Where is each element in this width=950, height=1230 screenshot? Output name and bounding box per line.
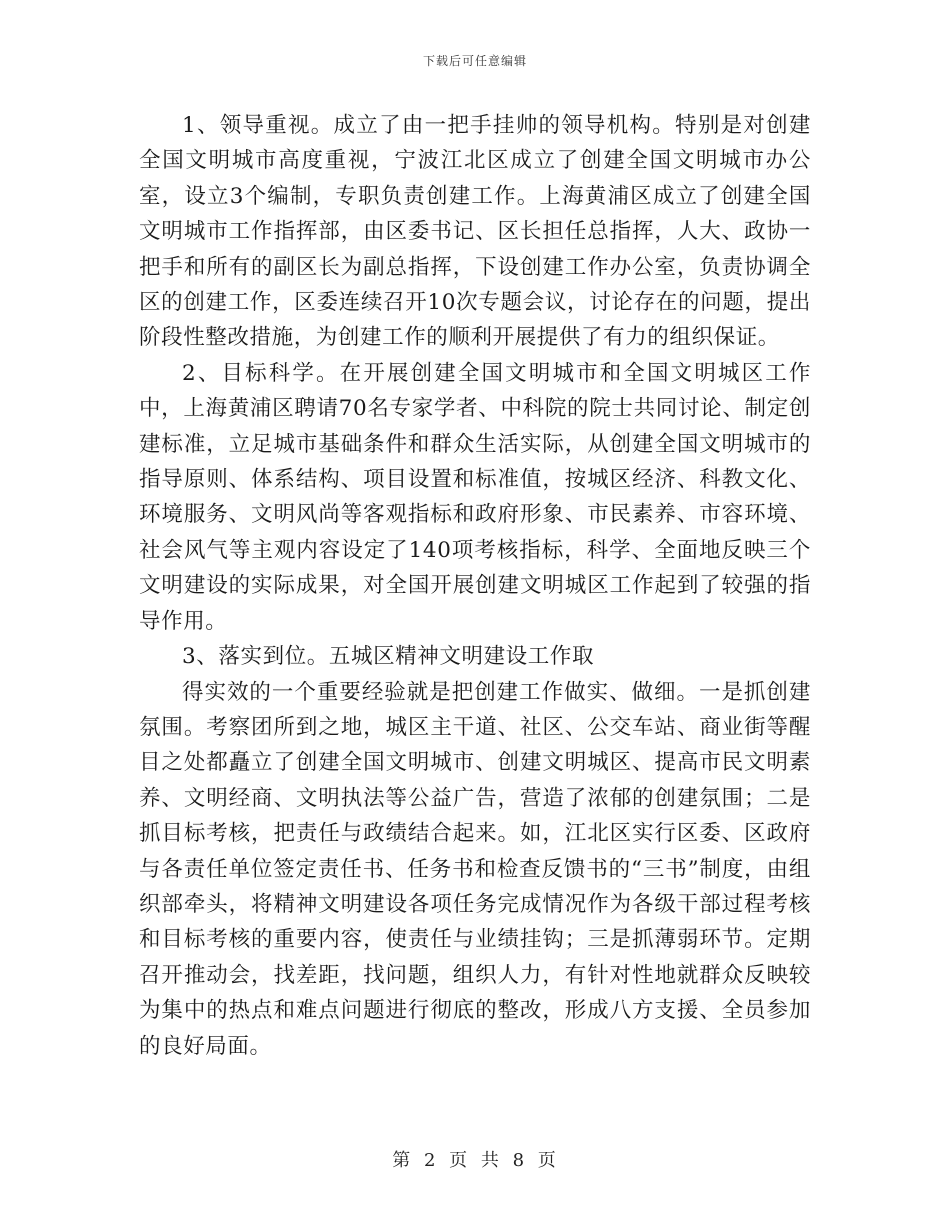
page-header: 下载后可任意编辑 xyxy=(422,54,527,68)
paragraph-leadership: 1、领导重视。成立了由一把手挂帅的领导机构。特别是对创建全国文明城市高度重视，宁波江北区成立了创建全国文明城市办公室，设立3个编制，专职负责创建工作。上海黄浦区成立了创建全国文明城市工作指挥部，由区委书记、区长担任总指挥，人大、政协一把手和所有的副区长为副总指挥，下设创建工作办公室，负责协调全区的创建工作，区委连续召开10次专题会议，讨论存在的问题，提出阶段性整改措施，为创建工作的顺利开展提供了有力的组织保证。 xyxy=(139,113,811,351)
paragraph-goals: 2、目标科学。在开展创建全国文明城市和全国文明城区工作中，上海黄浦区聘请70名专家学者、中科院的院士共同讨论、制定创建标准，立足城市基础条件和群众生活实际，从创建全国文明城市的指导原则、体系结构、项目设置和标准值，按城区经济、科教文化、环境服务、文明风尚等客观指标和政府形象、市民素养、市容环境、社会风气等主观内容设定了140项考核指标，科学、全面地反映三个文明建设的实际成果，对全国开展创建文明城区工作起到了较强的指导作用。 xyxy=(139,360,811,634)
footer-prefix: 第 xyxy=(392,1150,413,1171)
paragraph-implementation-heading: 3、落实到位。五城区精神文明建设工作取 xyxy=(182,644,595,670)
paragraph-implementation-body: 得实效的一个重要经验就是把创建工作做实、做细。一是抓创建氛围。考察团所到之地，城区主干道、社区、公交车站、商业街等醒目之处都矗立了创建全国文明城市、创建文明城区、提高市民文明素养、文明经商、文明执法等公益广告，营造了浓郁的创建氛围；二是抓目标考核，把责任与政绩结合起来。如，江北区实行区委、区政府与各责任单位签定责任书、任务书和检查反馈书的“三书”制度，由组织部牵头，将精神文明建设各项任务完成情况作为各级干部过程考核和目标考核的重要内容，使责任与业绩挂钩；三是抓薄弱环节。定期召开推动会，找差距，找问题，组织人力，有针对性地就群众反映较为集中的热点和难点问题进行彻底的整改，形成八方支援、全员参加的良好局面。 xyxy=(139,679,811,1059)
footer-suffix: 页 xyxy=(537,1150,558,1171)
document-body xyxy=(139,108,811,1064)
footer-total-word: 共 xyxy=(480,1150,501,1171)
footer-total-pages: 8 xyxy=(512,1150,527,1171)
footer-page-word: 页 xyxy=(449,1150,470,1171)
footer-current-page: 2 xyxy=(423,1150,438,1171)
page-footer xyxy=(0,1146,950,1172)
